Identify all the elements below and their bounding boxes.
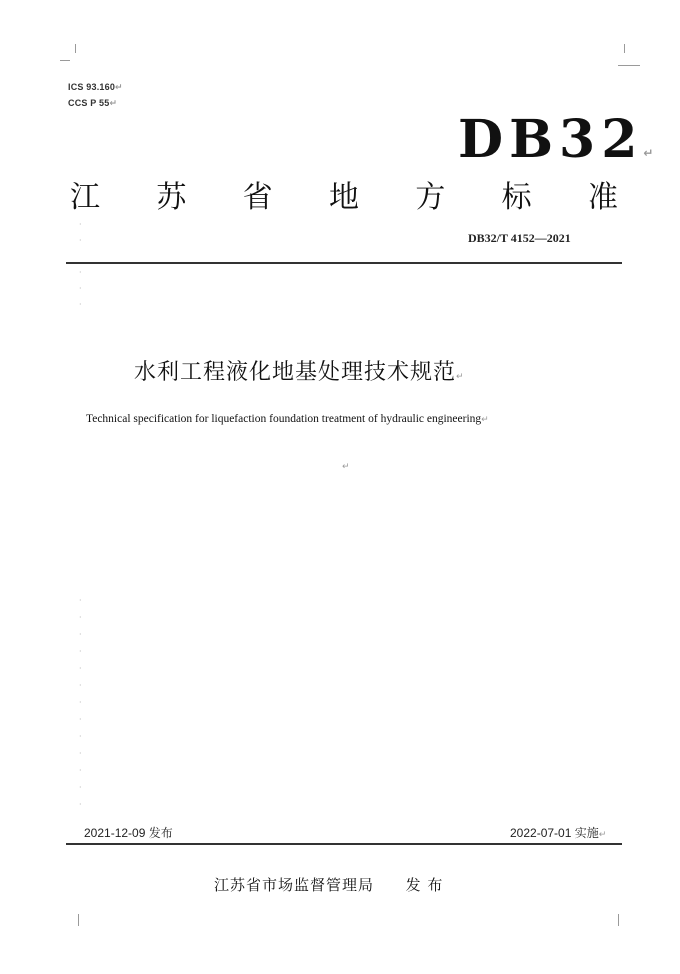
crop-mark-bottom-right [618,914,619,926]
ics-text: ICS 93.160 [68,82,116,92]
standard-type-char: 江 [70,180,100,215]
mark: · [79,800,82,809]
paragraph-mark: ↵ [481,415,489,425]
ccs-text: CCS P 55 [68,98,110,108]
crop-mark-bottom-left [78,914,79,926]
mark: · [79,236,82,245]
mark: · [79,647,82,656]
mark: · [79,596,82,605]
paragraph-mark: ↵ [342,462,350,472]
standard-type-char: 地 [328,180,359,215]
standard-number [468,231,571,246]
mark: · [79,698,82,707]
issuer-action: 发 布 [405,876,444,894]
paragraph-mark: ↵ [598,830,607,840]
mark: · [79,766,82,775]
document-title-en [86,413,489,425]
mark: · [79,732,82,741]
standard-type [70,180,618,215]
standard-code-text: DB32 [458,109,644,170]
ccs-code [68,98,117,109]
crop-mark-top-left-h [60,60,70,61]
standard-code [458,109,654,170]
paragraph-mark: ↵ [115,83,123,93]
publish-date [84,824,173,841]
standard-type-char: 标 [501,180,532,215]
ics-code [68,82,123,93]
crop-mark-top-right-h [618,65,640,66]
standard-number-text: DB32/T 4152—2021 [468,231,571,245]
issuer-name: 江苏省市场监督管理局 [214,876,375,894]
implement-date [510,824,606,841]
mark: · [79,613,82,622]
mark: · [79,783,82,792]
mark: · [79,284,82,293]
mark: · [79,300,82,309]
paragraph-marks-top [79,220,91,320]
paragraph-mark: ↵ [109,99,118,109]
issuer [214,874,443,895]
crop-mark-top-right [624,44,625,53]
footer-rule [66,843,622,845]
mark: · [79,681,82,690]
crop-mark-top-left [75,44,76,53]
standard-type-char: 苏 [156,180,187,215]
standard-type-char: 省 [242,180,273,215]
mark: · [79,715,82,724]
publish-date-text: 2021-12-09 发布 [84,826,173,840]
implement-date-text: 2022-07-01 实施 [510,826,599,840]
mark: · [79,268,82,277]
mark: · [79,664,82,673]
standard-type-char: 方 [415,180,446,215]
mark: · [79,220,82,229]
title-zh-text: 水利工程液化地基处理技术规范 [134,360,457,385]
document-title-zh [134,355,465,386]
paragraph-mark: ↵ [643,146,654,160]
standard-type-char: 准 [587,180,618,215]
mark: · [79,630,82,639]
header-rule [66,262,622,264]
paragraph-marks-middle [79,596,91,809]
mark: · [79,749,82,758]
title-en-text: Technical specification for liquefaction foundation treatment of hydraulic engineering [86,413,482,425]
paragraph-mark: ↵ [456,372,465,382]
